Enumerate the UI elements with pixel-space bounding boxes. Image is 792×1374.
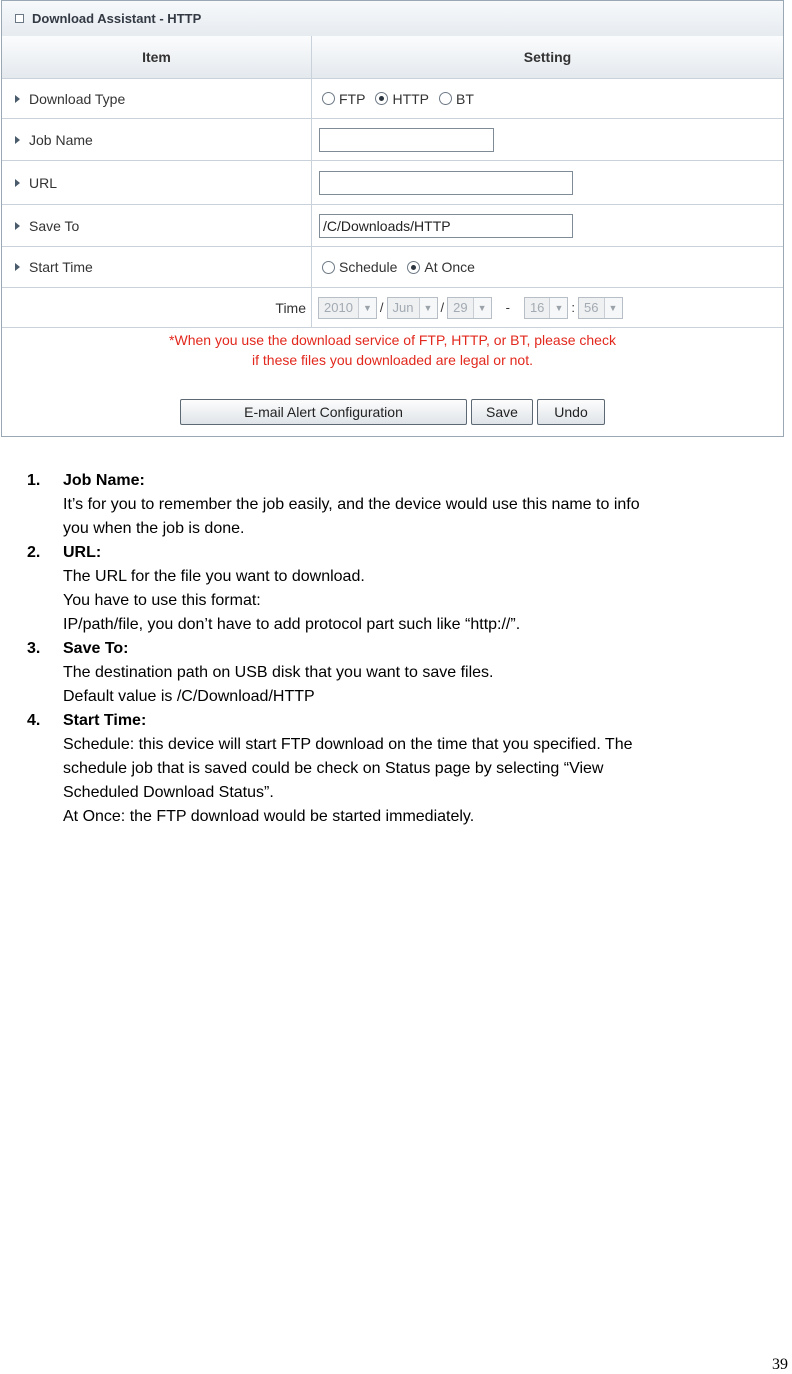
save-button[interactable]: Save [471,399,533,425]
chevron-down-icon[interactable]: ▼ [358,298,376,318]
legal-notice [2,328,783,370]
row-job-name [2,119,783,161]
chevron-down-icon[interactable]: ▼ [604,298,622,318]
download-assistant-panel [1,0,784,437]
window-icon [15,14,24,23]
header-item: Item [2,36,312,78]
panel-title-bar [2,1,783,37]
row-setting-cell [312,79,783,118]
radio-bt[interactable]: BT [439,91,474,107]
row-url [2,161,783,205]
radio-circle-icon[interactable] [322,261,335,274]
save-to-input[interactable]: /C/Downloads/HTTP [319,214,573,238]
row-label-cell [2,79,312,118]
list-item: 1. Job Name: It’s for you to remember the job easily, and the device would use this name to info you when the job is done. [27,472,640,537]
bullet-arrow-icon [15,222,20,230]
chevron-down-icon[interactable]: ▼ [419,298,437,318]
time-label: Time [275,299,306,316]
radio-circle-icon[interactable] [439,92,452,105]
chevron-down-icon[interactable]: ▼ [473,298,491,318]
save-to-label: Save To [29,217,80,234]
url-label: URL [29,174,58,191]
radio-at-once[interactable]: At Once [407,259,475,275]
radio-http[interactable]: HTTP [375,91,429,107]
url-input[interactable] [319,171,573,195]
date-separator: / [379,300,384,315]
panel-title: Download Assistant - HTTP [32,11,202,26]
year-select[interactable]: 2010 ▼ [318,297,377,319]
date-separator: / [440,300,445,315]
time-separator: : [571,300,576,315]
field-descriptions [27,469,792,829]
list-item: 2. URL: The URL for the file you want to download. You have to use this format: IP/path/file, you don’t have to add protocol part such like “http://”. [27,544,521,633]
download-type-label: Download Type [29,90,126,107]
undo-button[interactable]: Undo [537,399,605,425]
header-setting: Setting [523,49,572,65]
notice-line: *When you use the download service of FTP, HTTP, or BT, please check [169,332,616,348]
bullet-arrow-icon [15,95,20,103]
row-save-to [2,205,783,247]
email-alert-button[interactable]: E-mail Alert Configuration [180,399,467,425]
job-name-label: Job Name [29,131,93,148]
row-download-type [2,79,783,119]
radio-circle-selected-icon[interactable] [407,261,420,274]
bullet-arrow-icon [15,263,20,271]
row-time [2,288,783,328]
button-bar [180,399,605,425]
list-item: 3. Save To: The destination path on USB disk that you want to save files. Default value is /C/Download/HTTP [27,640,494,705]
radio-schedule[interactable]: Schedule [322,259,397,275]
radio-ftp[interactable]: FTP [322,91,365,107]
notice-line: if these files you downloaded are legal or not. [252,352,533,368]
row-start-time [2,247,783,288]
date-time-separator: - [505,300,510,315]
month-select[interactable]: Jun ▼ [387,297,438,319]
list-item: 4. Start Time: Schedule: this device will start FTP download on the time that you specified. The schedule job that is saved could be check on Status page by selecting “View Scheduled Download Status”. At Once: the FTP download would be started immediately. [27,712,633,825]
minute-select[interactable]: 56 ▼ [578,297,622,319]
settings-table [2,36,783,370]
table-header [2,36,783,79]
bullet-arrow-icon [15,136,20,144]
radio-circle-selected-icon[interactable] [375,92,388,105]
page-number: 39 [772,1356,788,1373]
radio-circle-icon[interactable] [322,92,335,105]
start-time-label: Start Time [29,259,93,275]
job-name-input[interactable] [319,128,494,152]
hour-select[interactable]: 16 ▼ [524,297,568,319]
bullet-arrow-icon [15,179,20,187]
day-select[interactable]: 29 ▼ [447,297,491,319]
chevron-down-icon[interactable]: ▼ [549,298,567,318]
